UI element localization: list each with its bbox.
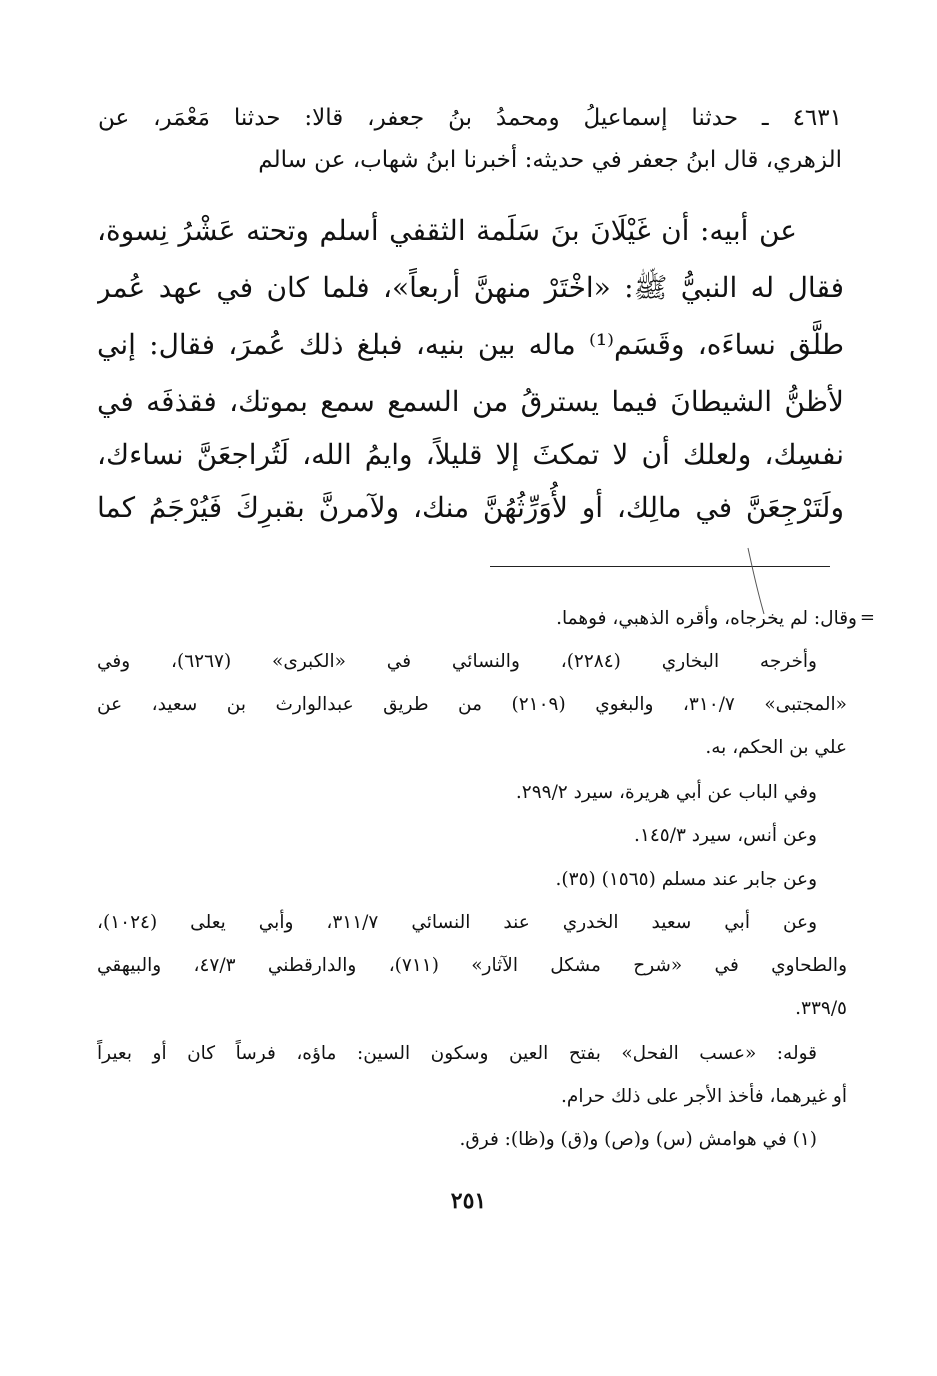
hadith-body-line-2: فقال له النبيُّ ﷺ: «اخْتَرْ منهنَّ أربعاً»، فلما كان في عهد عُمر [97,271,844,304]
footnote-line-12: أو غيرهما، فأخذ الأجر على ذلك حرام. [560,1086,847,1107]
footnote-line-1: وقال: لم يخرجاه، وأقره الذهبي، فوهما. [556,608,857,629]
footnote-line-6: وعن أنس، سيرد ١٤٥/٣. [634,825,817,846]
page-number: ٢٥١ [450,1188,487,1214]
footnote-line-9: والطحاوي في «شرح مشكل الآثار» (٧١١)، والدارقطني ٤٧/٣، والبيهقي [97,955,847,976]
hadith-body-line-5: نفسِك، ولعلك أن لا تمكثَ إلا قليلاً، وايمُ الله، لَتُراجعَنَّ نساءك، [97,438,844,471]
footnote-separator [490,566,830,567]
hadith-header-line-2: الزهري، قال ابنُ جعفر في حديثه: أخبرنا ابنُ شهاب، عن سالم [258,147,842,173]
footnote-line-10: ٣٣٩/٥. [795,998,847,1019]
hadith-body-line-4: لأظنُّ الشيطانَ فيما يسترقُ من السمع سمع بموتك، فقذفَه في [97,385,844,418]
footnote-line-11: قوله: «عسب الفحل» بفتح العين وسكون السين: ماؤه، فرساً كان أو بعيراً [97,1043,817,1064]
footnote-line-4: علي بن الحكم، به. [705,737,847,758]
footnote-line-7: وعن جابر عند مسلم (١٥٦٥) (٣٥). [555,869,817,890]
footnote-line-8: وعن أبي سعيد الخدري عند النسائي ٣١١/٧، وأبي يعلى (١٠٢٤)، [97,912,817,933]
footnote-line-2: وأخرجه البخاري (٢٢٨٤)، والنسائي في «الكبرى» (٦٢٦٧)، وفي [97,651,817,672]
footnote-continuation-marker: = [859,607,875,628]
hadith-body-line-6: ولَتَرْجِعَنَّ في مالِك، أو لأُوَرِّثُهُنَّ منك، ولآمرنَّ بقبرِكَ فَيُرْجَمُ كما [97,491,844,524]
footnote-line-13: (١) في هوامش (س) و(ص) و(ق) و(ظا): فرق. [459,1129,817,1150]
footnote-line-5: وفي الباب عن أبي هريرة، سيرد ٢٩٩/٢. [515,782,817,803]
hadith-body-line-3: طلَّق نساءَه، وقَسَم⁽¹⁾ ماله بين بنيه، فبلغ ذلك عُمرَ، فقال: إني [97,328,844,361]
footnote-line-3: «المجتبى» ٣١٠/٧، والبغوي (٢١٠٩) من طريق عبدالوارث بن سعيد، عن [97,694,847,715]
hadith-header-line-1: ٤٦٣١ ـ حدثنا إسماعيلُ ومحمدُ بنُ جعفر، قالا: حدثنا مَعْمَر، عن [98,105,842,131]
hadith-body-line-1: عن أبيه: أن غَيْلَانَ بنَ سَلَمة الثقفي أسلم وتحته عَشْرُ نِسوة، [97,214,797,247]
